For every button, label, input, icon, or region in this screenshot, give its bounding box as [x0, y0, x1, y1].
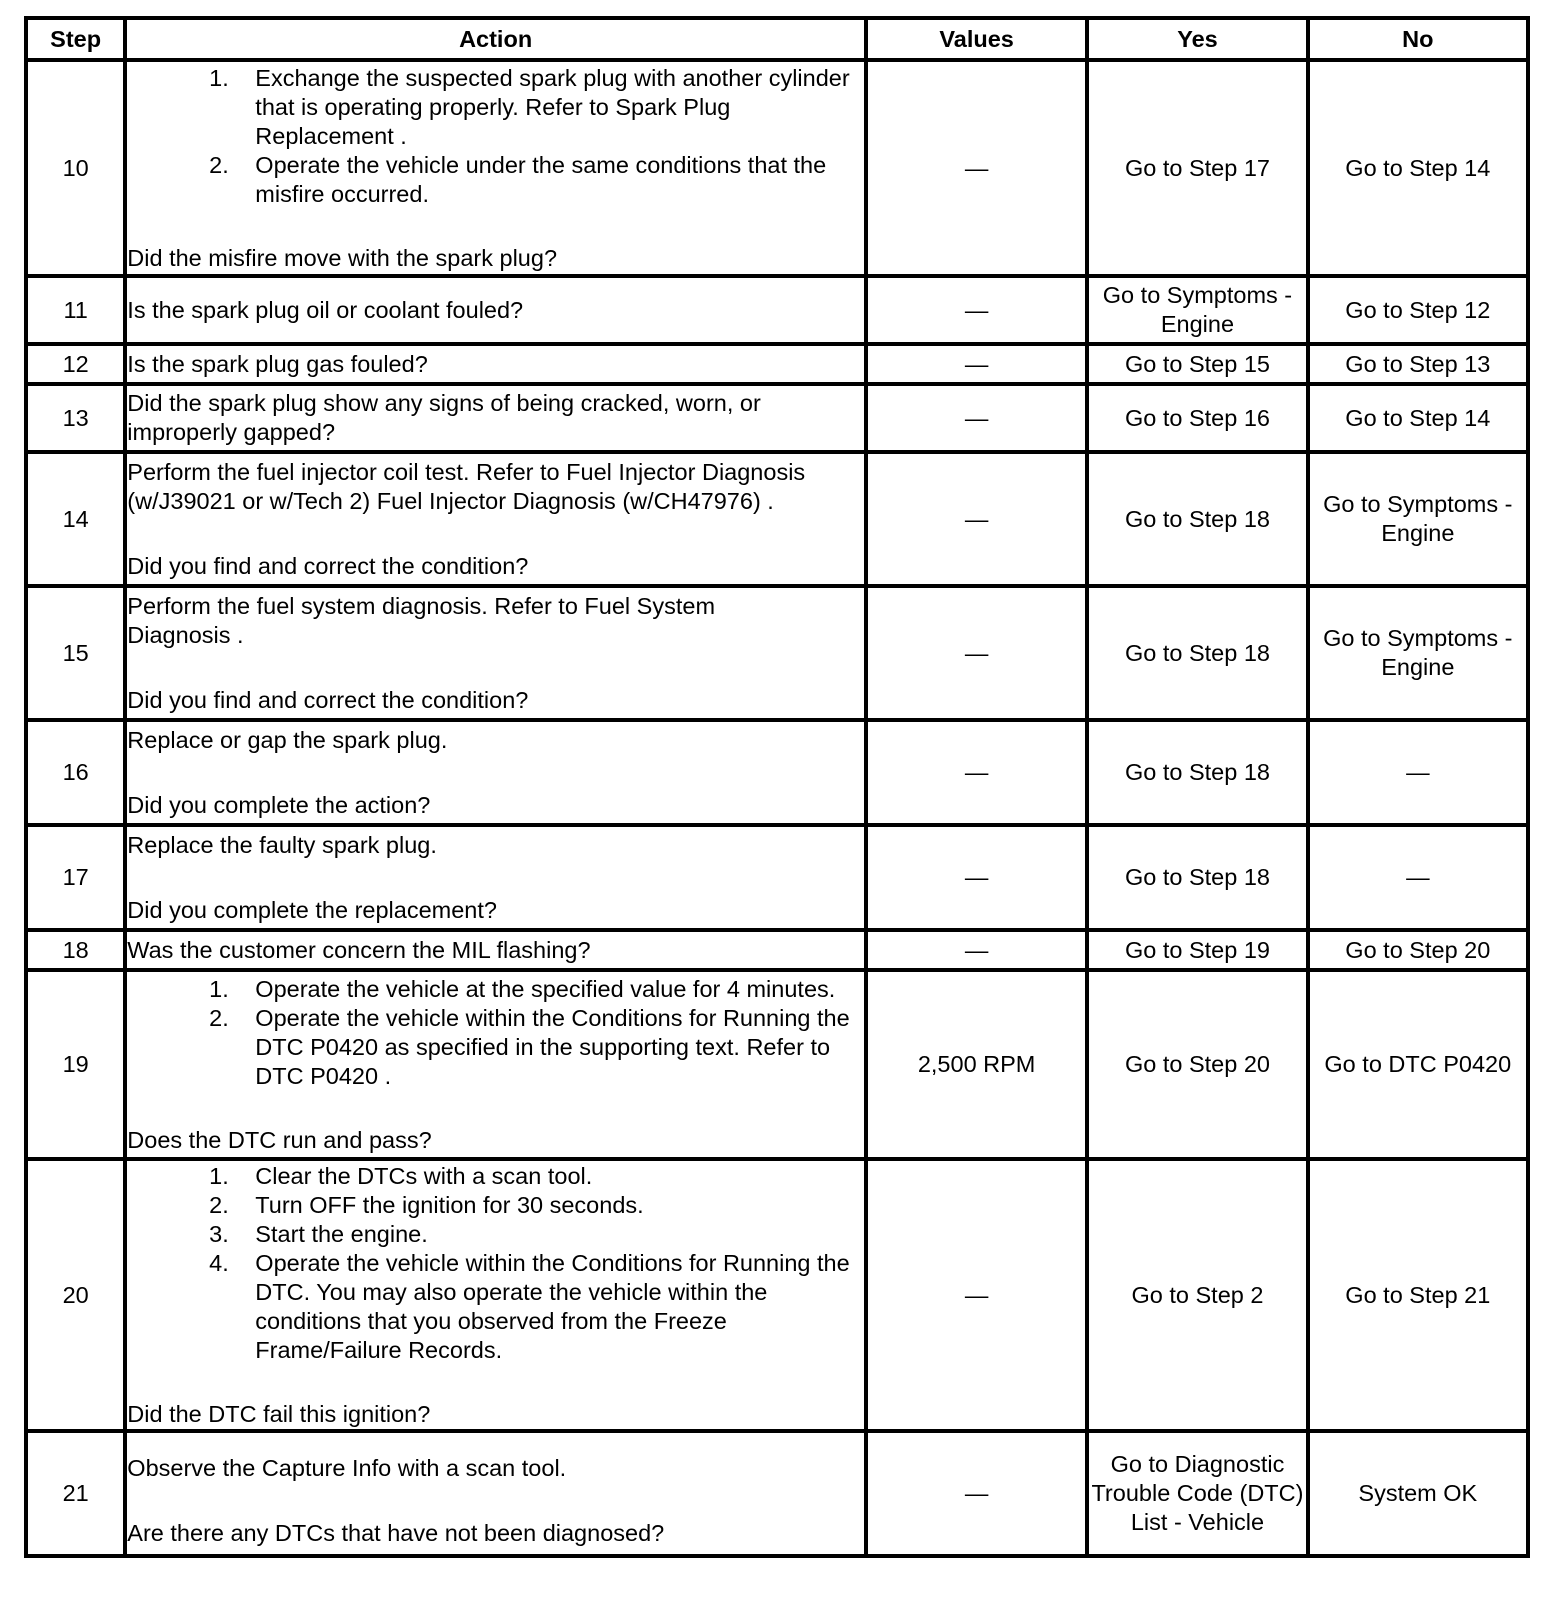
- action-text: Is the spark plug gas fouled?: [127, 350, 428, 377]
- action-cell: [125, 1431, 866, 1556]
- table-row: [26, 452, 1528, 586]
- value-cell: —: [866, 586, 1087, 720]
- action-cell: [125, 276, 866, 344]
- no-result: Go to Step 14: [1308, 60, 1528, 276]
- action-cell: [125, 1159, 866, 1431]
- step-number: 16: [26, 720, 125, 825]
- step-number: 21: [26, 1431, 125, 1556]
- action-question: Are there any DTCs that have not been diagnosed?: [127, 1519, 665, 1546]
- no-result: Go to Step 20: [1308, 930, 1528, 970]
- step-number: 10: [26, 60, 125, 276]
- action-steps: [127, 1162, 864, 1365]
- action-question: Did you complete the replacement?: [127, 896, 497, 923]
- action-cell: [125, 970, 866, 1159]
- step-number: 19: [26, 970, 125, 1159]
- yes-result: Go to Step 19: [1087, 930, 1307, 970]
- yes-result: Go to Step 20: [1087, 970, 1307, 1159]
- yes-result: Go to Diagnostic Trouble Code (DTC) List - Vehicle: [1087, 1431, 1307, 1556]
- action-text: Did the spark plug show any signs of being cracked, worn, or improperly gapped?: [127, 390, 761, 445]
- value-cell: —: [866, 1159, 1087, 1431]
- action-cell: [125, 60, 866, 276]
- step-number: 14: [26, 452, 125, 586]
- yes-result: Go to Symptoms - Engine: [1087, 276, 1307, 344]
- value-cell: —: [866, 60, 1087, 276]
- diagnostic-table: [24, 16, 1530, 1558]
- step-number: 17: [26, 825, 125, 930]
- table-row: [26, 276, 1528, 344]
- action-text: Was the customer concern the MIL flashing?: [127, 936, 591, 963]
- yes-result: Go to Step 2: [1087, 1159, 1307, 1431]
- header-action: Action: [125, 18, 866, 60]
- no-result: —: [1308, 720, 1528, 825]
- no-result: Go to Symptoms - Engine: [1308, 452, 1528, 586]
- table-row: [26, 720, 1528, 825]
- action-text: Observe the Capture Info with a scan tool.: [127, 1454, 567, 1481]
- action-step: 4. Operate the vehicle within the Conditions for Running the DTC. You may also operate the vehicle within the conditions that you observed from the Freeze Frame/Failure Records.: [235, 1249, 864, 1365]
- action-text: Is the spark plug oil or coolant fouled?: [127, 296, 524, 323]
- value-cell: —: [866, 825, 1087, 930]
- yes-result: Go to Step 15: [1087, 344, 1307, 384]
- action-step: 1. Exchange the suspected spark plug with another cylinder that is operating properly. Refer to Spark Plug Replacement .: [235, 64, 864, 151]
- step-number: 18: [26, 930, 125, 970]
- value-cell: —: [866, 1431, 1087, 1556]
- action-step: 2. Operate the vehicle under the same conditions that the misfire occurred.: [235, 151, 864, 209]
- no-result: Go to DTC P0420: [1308, 970, 1528, 1159]
- action-steps: [127, 975, 864, 1091]
- no-result: System OK: [1308, 1431, 1528, 1556]
- action-question: Did you find and correct the condition?: [127, 686, 529, 713]
- no-result: —: [1308, 825, 1528, 930]
- action-cell: [125, 720, 866, 825]
- action-question: Did you complete the action?: [127, 791, 431, 818]
- value-cell: —: [866, 344, 1087, 384]
- no-result: Go to Step 13: [1308, 344, 1528, 384]
- action-question: Did the misfire move with the spark plug?: [127, 244, 558, 271]
- action-text: Perform the fuel injector coil test. Refer to Fuel Injector Diagnosis (w/J39021 or w/Tech 2) Fuel Injector Diagnosis (w/CH47976) .: [127, 458, 806, 514]
- table-row: [26, 586, 1528, 720]
- action-step: 2. Turn OFF the ignition for 30 seconds.: [235, 1191, 864, 1220]
- yes-result: Go to Step 18: [1087, 825, 1307, 930]
- action-cell: [125, 452, 866, 586]
- header-values: Values: [866, 18, 1087, 60]
- value-cell: —: [866, 384, 1087, 452]
- value-cell: 2,500 RPM: [866, 970, 1087, 1159]
- action-cell: [125, 930, 866, 970]
- action-question: Did you find and correct the condition?: [127, 552, 529, 579]
- yes-result: Go to Step 16: [1087, 384, 1307, 452]
- action-cell: [125, 825, 866, 930]
- header-row: [26, 18, 1528, 60]
- step-number: 13: [26, 384, 125, 452]
- table-row: [26, 970, 1528, 1159]
- action-step: 2. Operate the vehicle within the Conditions for Running the DTC P0420 as specified in the supporting text. Refer to DTC P0420 .: [235, 1004, 864, 1091]
- action-step: 1. Operate the vehicle at the specified value for 4 minutes.: [235, 975, 864, 1004]
- table-row: [26, 344, 1528, 384]
- action-steps: [127, 64, 864, 209]
- yes-result: Go to Step 18: [1087, 586, 1307, 720]
- value-cell: —: [866, 452, 1087, 586]
- action-text: Perform the fuel system diagnosis. Refer to Fuel System Diagnosis .: [127, 592, 716, 648]
- action-cell: [125, 384, 866, 452]
- value-cell: —: [866, 720, 1087, 825]
- value-cell: —: [866, 276, 1087, 344]
- table-row: [26, 825, 1528, 930]
- no-result: Go to Step 14: [1308, 384, 1528, 452]
- action-step: 3. Start the engine.: [235, 1220, 864, 1249]
- action-text: Replace the faulty spark plug.: [127, 831, 437, 858]
- no-result: Go to Step 12: [1308, 276, 1528, 344]
- step-number: 15: [26, 586, 125, 720]
- action-step: 1. Clear the DTCs with a scan tool.: [235, 1162, 864, 1191]
- header-yes: Yes: [1087, 18, 1307, 60]
- value-cell: —: [866, 930, 1087, 970]
- step-number: 20: [26, 1159, 125, 1431]
- action-question: Did the DTC fail this ignition?: [127, 1400, 431, 1427]
- table-row: [26, 384, 1528, 452]
- yes-result: Go to Step 18: [1087, 720, 1307, 825]
- yes-result: Go to Step 18: [1087, 452, 1307, 586]
- action-cell: [125, 344, 866, 384]
- table-row: [26, 1431, 1528, 1556]
- no-result: Go to Step 21: [1308, 1159, 1528, 1431]
- yes-result: Go to Step 17: [1087, 60, 1307, 276]
- header-step: Step: [26, 18, 125, 60]
- step-number: 11: [26, 276, 125, 344]
- header-no: No: [1308, 18, 1528, 60]
- table-row: [26, 930, 1528, 970]
- action-question: Does the DTC run and pass?: [127, 1126, 432, 1153]
- action-cell: [125, 586, 866, 720]
- table-row: [26, 60, 1528, 276]
- step-number: 12: [26, 344, 125, 384]
- table-row: [26, 1159, 1528, 1431]
- no-result: Go to Symptoms - Engine: [1308, 586, 1528, 720]
- action-text: Replace or gap the spark plug.: [127, 726, 448, 753]
